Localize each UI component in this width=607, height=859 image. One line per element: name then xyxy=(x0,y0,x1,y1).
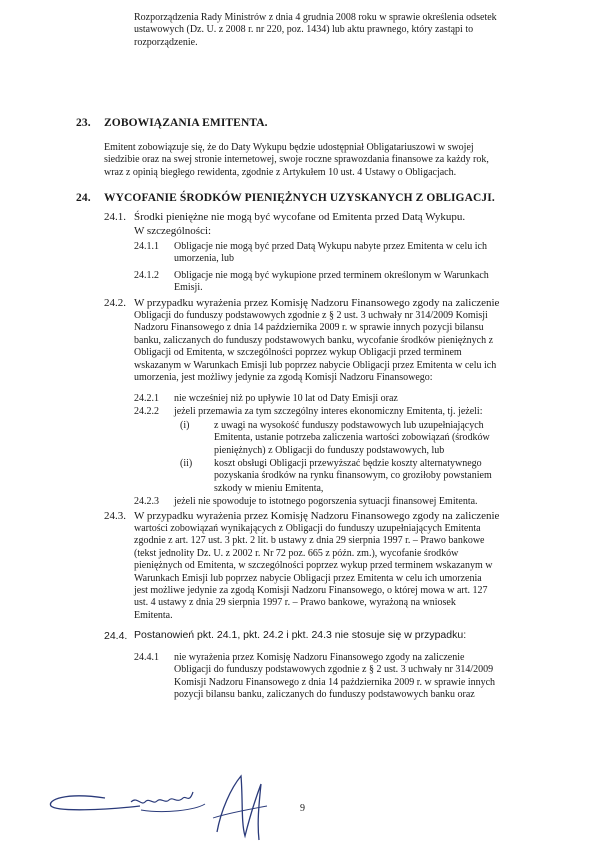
clause-line: Środki pieniężne nie mogą być wycofane od Emitenta przed Datą Wykupu. xyxy=(134,211,466,223)
clause-24-1-text xyxy=(134,210,540,238)
clause-24-2-3-text xyxy=(174,496,540,508)
intro-line: Rozporządzenia Rady Ministrów z dnia 4 grudnia 2008 roku w sprawie określenia odsetek xyxy=(134,12,497,23)
clause-line: banku, zaliczanych do funduszy podstawowych banku, wycofanie środków pieniężnych z xyxy=(134,334,494,346)
intro-paragraph xyxy=(134,12,539,49)
clause-24-4-1-number: 24.4.1 xyxy=(134,652,159,663)
clause-line: jeżeli nie spowoduje to istotnego pogorszenia sytuacji finansowej Emitenta. xyxy=(174,496,478,507)
clause-line: pozyskania środków na rynku finansowym, co groziłoby powstaniem xyxy=(214,470,492,482)
clause-line: Obligacji od Emitenta, w szczególności poprzez wykup Obligacji przed terminem xyxy=(134,347,462,359)
clause-24-2-1-number: 24.2.1 xyxy=(134,393,159,404)
clause-line: Obligacje nie mogą być wykupione przed terminem określonym w Warunkach xyxy=(174,270,489,281)
clause-24-2-1-text xyxy=(174,393,540,405)
clause-24-1-1-number: 24.1.1 xyxy=(134,241,159,252)
clause-24-2-text xyxy=(134,296,540,384)
clause-line: Obligacji do funduszy podstawowych zgodnie z § 2 ust. 3 uchwały nr 314/2009 xyxy=(174,664,494,676)
clause-line: Obligacje nie mogą być przed Datą Wykupu nabyte przez Emitenta w celu ich xyxy=(174,241,487,252)
section-24-number: 24. xyxy=(76,192,91,204)
section-23-line: siedzibie oraz na swej stronie internetowej, swoje roczne sprawozdania finansowe za każdy rok, xyxy=(104,154,489,166)
section-23-title: ZOBOWIĄZANIA EMITENTA. xyxy=(104,117,268,129)
clause-line: Warunkach Emisji lub poprzez nabycie Obligacji przez Emitenta w celu ich umorzenia xyxy=(134,572,482,584)
section-23-number: 23. xyxy=(76,117,91,129)
clause-24-2-2-number: 24.2.2 xyxy=(134,406,159,417)
clause-24-1-number: 24.1. xyxy=(104,211,126,223)
clause-24-4-number: 24.4. xyxy=(104,630,128,642)
clause-line: Obligacji do funduszy podstawowych zgodnie z § 2 ust. 3 uchwały nr 314/2009 Komisji xyxy=(134,310,488,321)
clause-line: jest możliwe jedynie za zgodą Komisji Nadzoru Finansowego, o której mowa w art. 127 xyxy=(134,585,488,597)
clause-line: (tekst jednolity Dz. U. z 2002 r. Nr 72 poz. 665 z późn. zm.), wycofanie środków xyxy=(134,547,459,559)
clause-line: W szczególności: xyxy=(134,225,212,237)
intro-line: ustawowych (Dz. U. z 2008 r. nr 220, poz. 1434) lub aktu prawnego, który zastąpi to xyxy=(134,24,474,36)
clause-line: umorzenia, lub xyxy=(174,253,234,265)
clause-line: wskazanym w Warunkach Emisji lub poprzez nabycie Obligacji przez Emitenta w celu ich xyxy=(134,359,497,371)
clause-24-2-3-number: 24.2.3 xyxy=(134,496,159,507)
intro-line: rozporządzenie. xyxy=(134,36,198,48)
section-23-line: Emitent zobowiązuje się, że do Daty Wykupu będzie udostępniał Obligatariuszowi w swojej xyxy=(104,142,474,153)
clause-line: Emitenta, ustanie potrzeba zaliczenia wartości zobowiązań (środków xyxy=(214,432,490,444)
handwritten-signature xyxy=(45,770,275,850)
clause-line: ust. 4 ustawy z dnia 29 sierpnia 1997 r. – Prawo bankowe, wyrażoną na wniosek xyxy=(134,597,456,609)
clause-line: W przypadku wyrażenia przez Komisję Nadzoru Finansowego zgody na zaliczenie xyxy=(134,297,500,309)
clause-line: Komisji Nadzoru Finansowego z dnia 14 października 2009 r. w sprawie innych xyxy=(174,676,496,688)
clause-line: Nadzoru Finansowego z dnia 14 października 2009 r. w sprawie innych pozycji bilansu xyxy=(134,322,484,334)
section-24-title: WYCOFANIE ŚRODKÓW PIENIĘŻNYCH UZYSKANYCH Z OBLIGACJI. xyxy=(104,192,495,204)
clause-line: pieniężnych od Emitenta, w szczególności poprzez wykup przed terminem wskazanym w xyxy=(134,560,493,572)
clause-24-4-1-text xyxy=(174,652,540,702)
clause-line: Emisji. xyxy=(174,282,203,294)
clause-line: Emitenta. xyxy=(134,609,173,621)
clause-24-4-text xyxy=(134,629,540,641)
clause-line: pieniężnych) z Obligacji do funduszy podstawowych, lub xyxy=(214,444,445,456)
clause-line: koszt obsługi Obligacji przewyższać będzie koszty alternatywnego xyxy=(214,458,482,469)
clause-line: umorzenia, jest możliwy jedynie za zgodą Komisji Nadzoru Finansowego: xyxy=(134,372,433,384)
item-i-number: (i) xyxy=(180,420,190,431)
clause-line: pozycji bilansu banku, zaliczanych do funduszy podstawowych banku oraz xyxy=(174,689,475,701)
clause-24-2-2-text xyxy=(174,406,540,418)
clause-line: jeżeli przemawia za tym szczególny interes ekonomiczny Emitenta, tj. jeżeli: xyxy=(174,406,483,417)
section-23-paragraph xyxy=(104,142,540,179)
clause-24-3-text xyxy=(134,509,540,622)
page-number: 9 xyxy=(300,803,305,814)
clause-24-1-2-number: 24.1.2 xyxy=(134,270,159,281)
clause-line: wartości zobowiązań wynikających z Obligacji do funduszy uzupełniających Emitenta xyxy=(134,523,481,534)
clause-24-1-1-text xyxy=(174,241,540,266)
clause-line: zgodnie z art. 127 ust. 3 pkt. 2 lit. b ustawy z dnia 29 sierpnia 1997 r. – Prawo bankowe xyxy=(134,535,485,547)
section-23-line: wraz z opinią biegłego rewidenta, zgodnie z Artykułem 10 ust. 4 Ustawy o Obligacjach. xyxy=(104,166,457,178)
clause-line: nie wyrażenia przez Komisję Nadzoru Finansowego zgody na zaliczenie xyxy=(174,652,465,663)
clause-24-3-number: 24.3. xyxy=(104,510,126,522)
clause-24-2-number: 24.2. xyxy=(104,297,126,309)
clause-line: szkody w mieniu Emitenta, xyxy=(214,482,324,494)
clause-24-1-2-text xyxy=(174,270,540,295)
item-i-text xyxy=(214,420,540,457)
clause-line: W przypadku wyrażenia przez Komisję Nadzoru Finansowego zgody na zaliczenie xyxy=(134,510,500,522)
item-ii-text xyxy=(214,458,540,495)
clause-line: z uwagi na wysokość funduszy podstawowych lub uzupełniających xyxy=(214,420,484,431)
clause-line: Postanowień pkt. 24.1, pkt. 24.2 i pkt. 24.3 nie stosuje się w przypadku: xyxy=(134,629,467,641)
clause-line: nie wcześniej niż po upływie 10 lat od Daty Emisji oraz xyxy=(174,393,398,404)
item-ii-number: (ii) xyxy=(180,458,193,469)
